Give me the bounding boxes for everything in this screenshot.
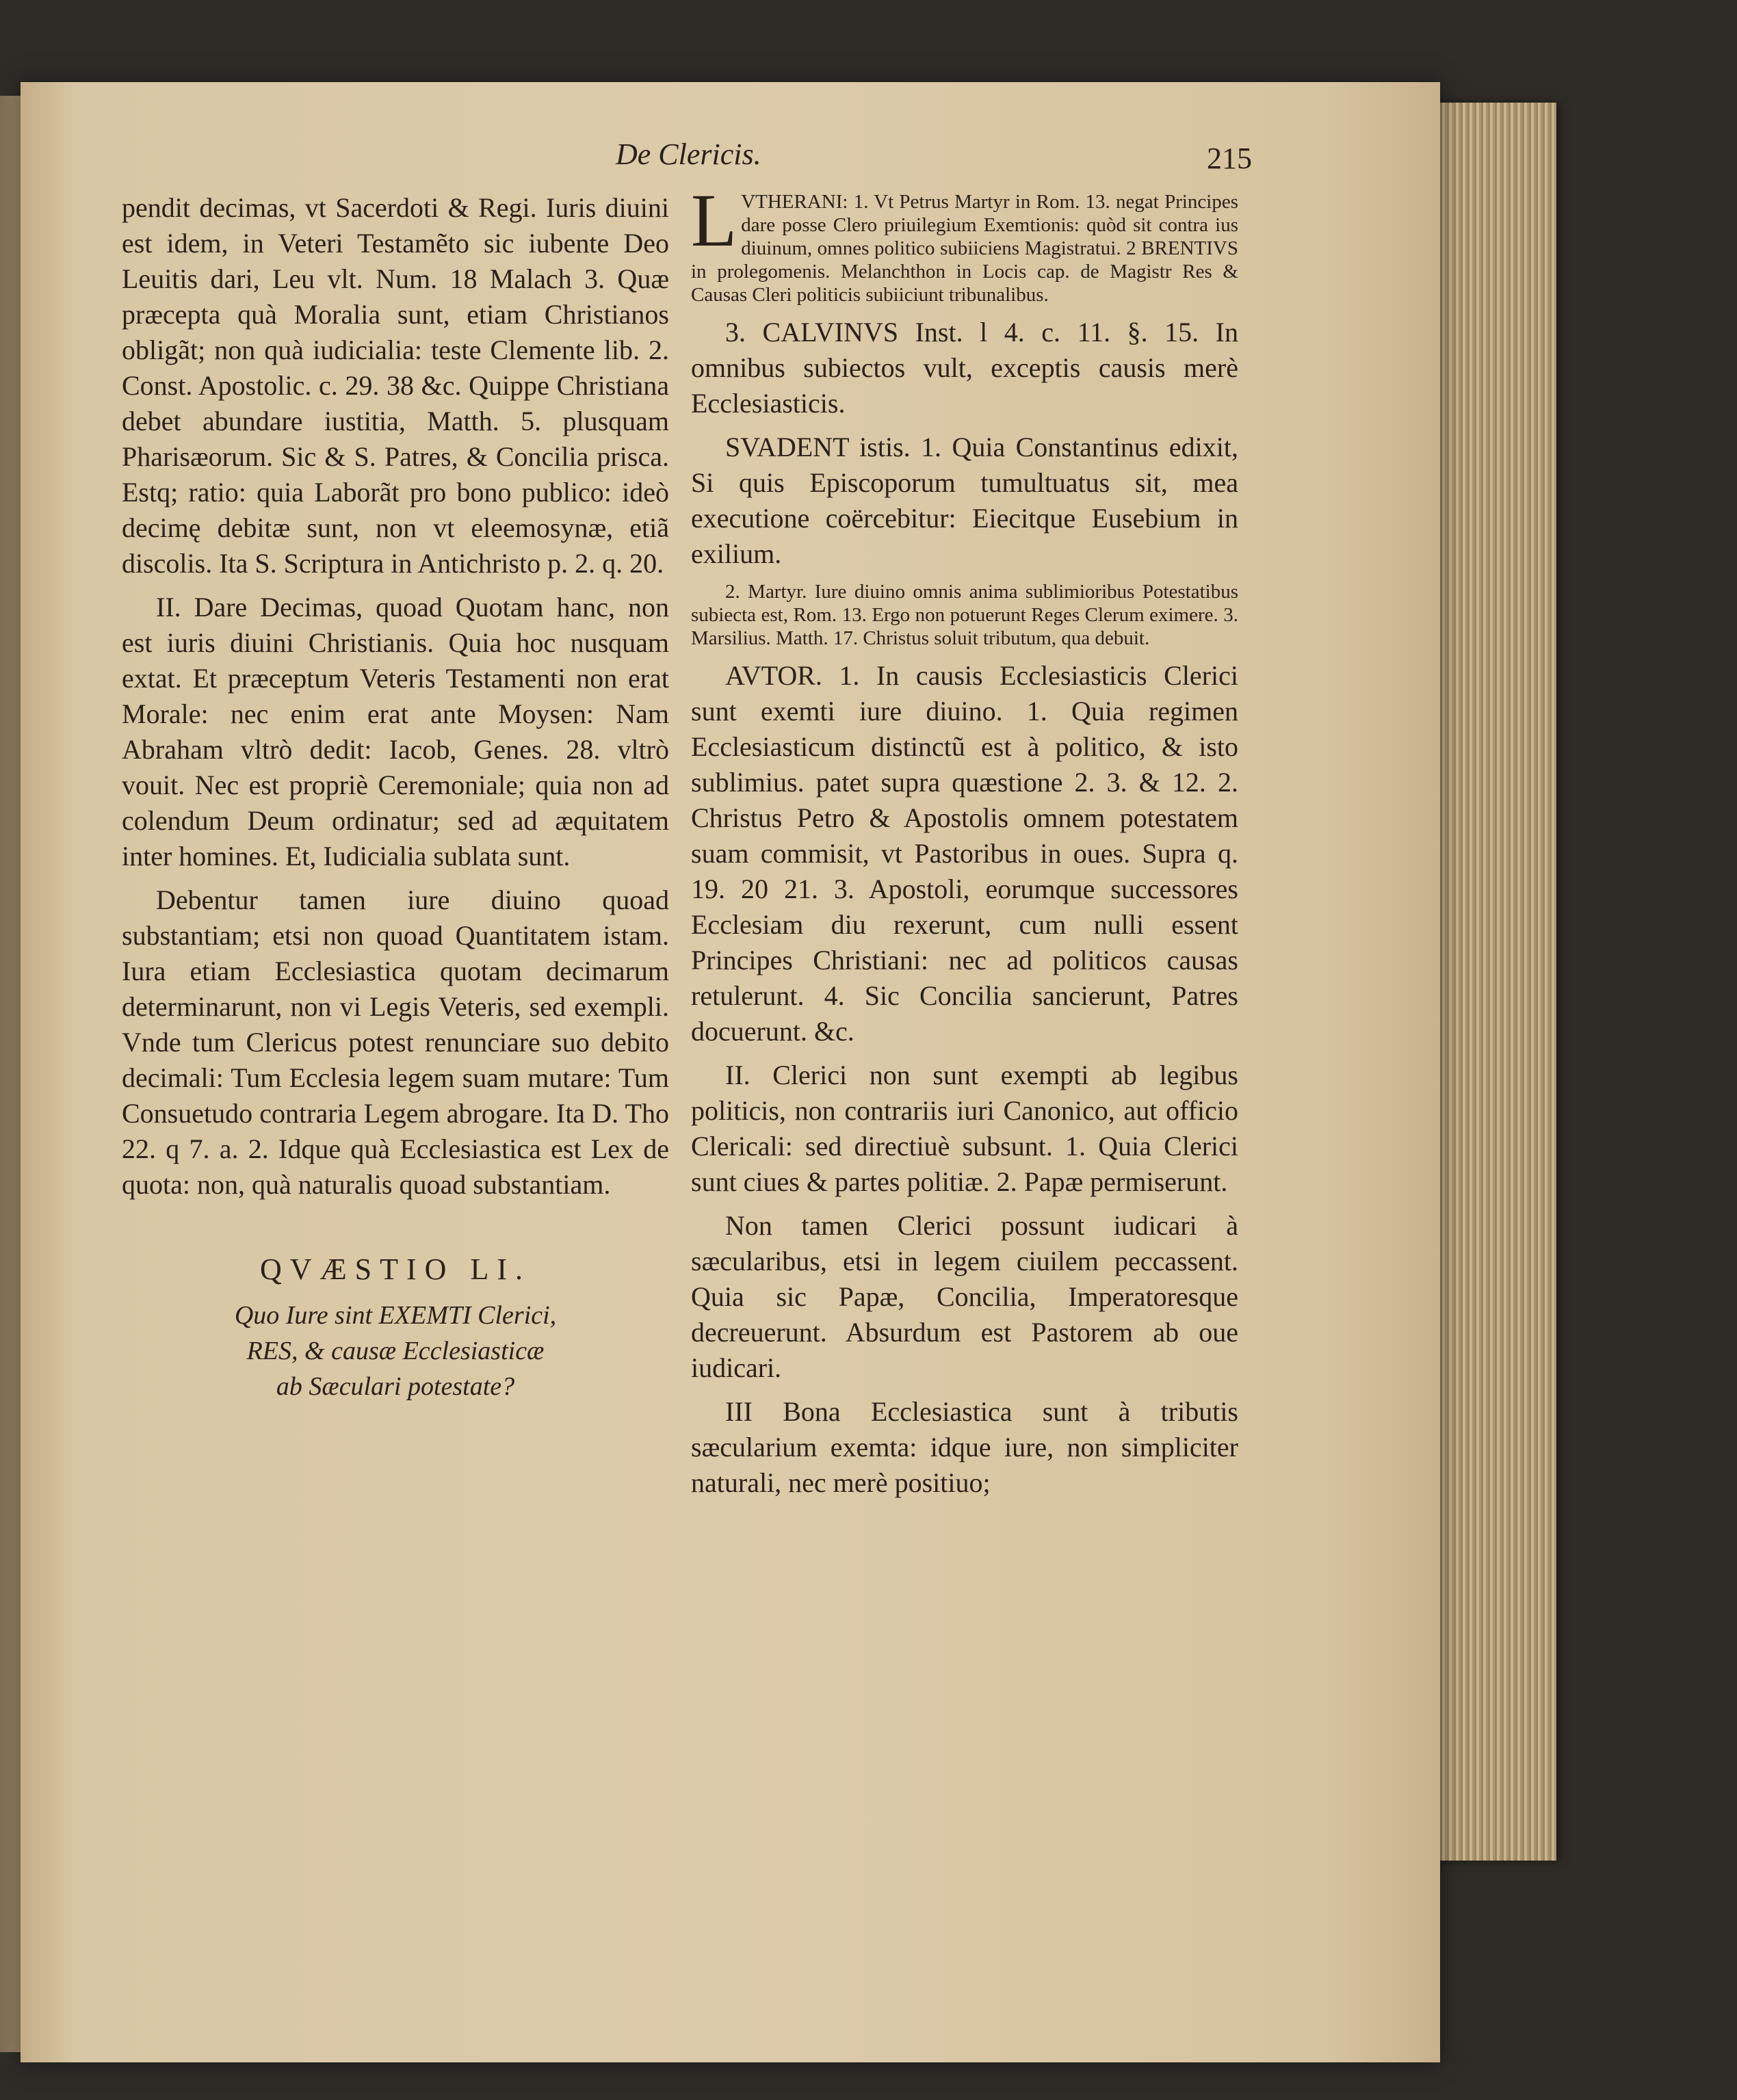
- question-subtitle-line: ab Sæculari potestate?: [276, 1372, 515, 1401]
- page-header: [602, 137, 1252, 185]
- question-heading: QVÆSTIO LI.: [260, 1252, 531, 1286]
- drop-cap: L: [691, 179, 737, 262]
- paragraph: Non tamen Clerici possunt iudicari à sæcularibus, etsi in legem ciuilem peccassent. Quia sic Papæ, Concilia, Imperatoresque decreuerunt. Absurdum est Pastorem ab oue iudicari.: [691, 1210, 1238, 1383]
- paragraph: 3. CALVINVS Inst. l 4. c. 11. §. 15. In omnibus subiectos vult, exceptis causis merè Ecclesiasticis.: [691, 317, 1238, 419]
- paragraph: pendit decimas, vt Sacerdoti & Regi. Iuris diuini est idem, in Veteri Testamẽto sic iubente Deo Leuitis dari, Leu vlt. Num. 18 Malach 3. Quæ præcepta quà Moralia sunt, etiam Christianos obligãt; non quà iudicialia: teste Clemente lib. 2. Const. Apostolic. c. 29. 38 &c. Quippe Christiana debet abundare iustitia, Matth. 5. plusquam Pharisæorum. Sic & S. Patres, & Concilia prisca. Estq; ratio: quia Laborãt pro bono publico: ideò decimę debitæ sunt, non vt eleemosynæ, etiã discolis. Ita S. Scriptura in Antichristo p. 2. q. 20.: [122, 192, 669, 579]
- paragraph: II. Clerici non sunt exempti ab legibus politicis, non contrariis iuri Canonico, aut officio Clericali: sed directiuè subsunt. 1. Quia Clerici sunt ciues & partes politiæ. 2. Papæ permiserunt.: [691, 1060, 1238, 1197]
- running-title: De Clericis.: [616, 137, 761, 171]
- book-fore-edge: [1433, 103, 1556, 1861]
- small-paragraph: 2. Martyr. Iure diuino omnis anima sublimioribus Potestatibus subiecta est, Rom. 13. Ergo non potuerunt Reges Clerum eximere. 3. Marsilius. Matth. 17. Christus soluit tributum, qua debuit.: [691, 581, 1238, 649]
- question-subtitle-line: Quo Iure sint EXEMTI Clerici,: [234, 1301, 557, 1330]
- right-text-column: [691, 179, 1238, 1509]
- paragraph: II. Dare Decimas, quoad Quotam hanc, non est iuris diuini Christianis. Quia hoc nusquam extat. Et præceptum Veteris Testamenti non erat Morale: nec enim erat ante Moysen: Nam Abraham vltrò dedit: Iacob, Genes. 28. vltrò vouit. Nec est propriè Ceremoniale; quia non ad colendum Deum ordinatur; sed ad æquitatem inter homines. Et, Iudicialia sublata sunt.: [122, 592, 669, 871]
- paragraph: AVTOR. 1. In causis Ecclesiasticis Clerici sunt exemti iure diuino. 1. Quia regimen Ecclesiasticum distinctũ est à politico, & isto sublimius. patet supra quæstione 2. 3. & 12. 2. Christus Petro & Apostolis omnem potestatem suam commisit, vt Pastoribus in oues. Supra q. 19. 20 21. 3. Apostoli, eorumque successores Ecclesiam diu rexerunt, cum nulli essent Principes Christiani: nec ad politicos causas retulerunt. 4. Sic Concilia sancierunt, Patres docuerunt. &c.: [691, 660, 1238, 1047]
- paragraph: SVADENT istis. 1. Quia Constantinus edixit, Si quis Episcoporum tumultuatus sit, mea executione coërcebitur: Eiecitque Eusebium in exilium.: [691, 432, 1238, 569]
- left-text-column: [122, 190, 669, 1404]
- small-paragraph-text: VTHERANI: 1. Vt Petrus Martyr in Rom. 13. negat Principes dare posse Clero priuilegium Exemtionis: quòd sit contra ius diuinum, omnes politico subiiciens Magistratui. 2 BRENTIVS in prolegomenis. Melanchthon in Locis cap. de Magistr Res & Causas Cleri politicis subiiciunt tribunalibus.: [691, 191, 1238, 306]
- paragraph: III Bona Ecclesiastica sunt à tributis sæcularium exemta: idque iure, non simpliciter naturali, nec merè positiuo;: [691, 1396, 1238, 1498]
- question-subtitle-line: RES, & causæ Ecclesiasticæ: [246, 1337, 545, 1365]
- small-paragraph: [691, 179, 1238, 306]
- paragraph: Debentur tamen iure diuino quoad substantiam; etsi non quoad Quantitatem istam. Iura etiam Ecclesiastica quotam decimarum determinarunt, non vi Legis Veteris, sed exempli. Vnde tum Clericus potest renunciare suo debito decimali: Tum Ecclesia legem suam mutare: Tum Consuetudo contraria Legem abrogare. Ita D. Tho 22. q 7. a. 2. Idque quà Ecclesiastica est Lex de quota: non, quà naturalis quoad substantiam.: [122, 884, 669, 1200]
- page-number: 215: [1207, 142, 1252, 175]
